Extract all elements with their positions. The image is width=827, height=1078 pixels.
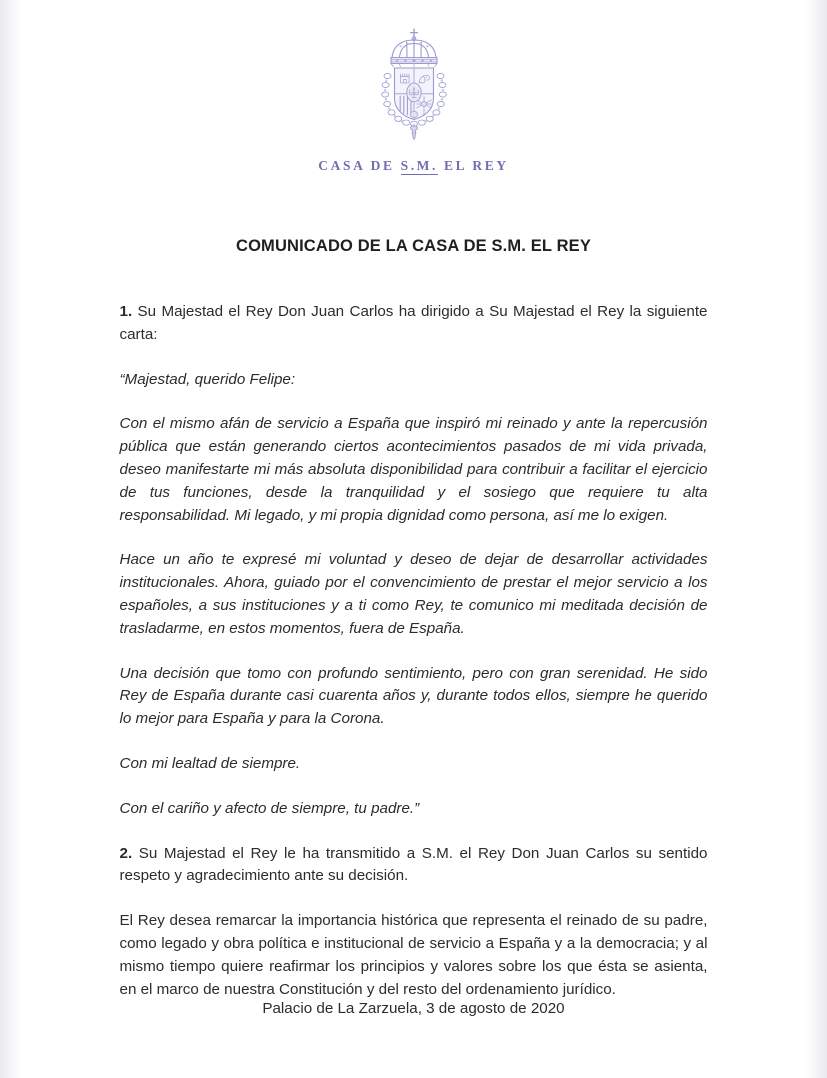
page-title: COMUNICADO DE LA CASA DE S.M. EL REY — [236, 237, 591, 255]
paragraph-number-2: 2. — [119, 844, 133, 862]
paragraph-number-1: 1. — [119, 303, 133, 320]
letterhead-text-el-rey: EL REY — [438, 158, 509, 173]
letterhead-text-sm: S.M. — [400, 158, 438, 173]
letterhead — [22, 0, 805, 174]
page-edge-right — [805, 0, 827, 1078]
spanish-royal-coat-of-arms-icon — [366, 26, 462, 144]
paragraph-letter-body-1: Con el mismo afán de servicio a España que inspiró mi reinado y ante la repercusión pública que están generando ciertos acontecimientos pasados de mi vida privada, deseo manifestarte mi más absoluta disponibilidad para contribuir a facilitar el ejercicio de tus funciones, desde la tranquilidad y el sosiego que requiere tu alta responsabilidad. Mi legado, y mi propia dignidad como persona, así me lo exigen. — [119, 415, 708, 524]
paragraph-letter-close-1: Con mi lealtad de siempre. — [119, 754, 301, 772]
document-body — [120, 301, 708, 1001]
document-sheet — [22, 0, 805, 1078]
paragraph-item-1 — [120, 301, 708, 347]
paragraph-letter-close-2: Con el cariño y afecto de siempre, tu padre.” — [119, 799, 420, 817]
paragraph-item-2 — [120, 843, 708, 889]
paragraph-letter-body-2: Hace un año te expresé mi voluntad y deseo de dejar de desarrollar actividades institucionales. Ahora, guiado por el convencimiento de prestar el mejor servicio a los españoles, a sus instituciones y a ti como Rey, te comunico mi meditada decisión de trasladarme, en estos momentos, fuera de España. — [119, 551, 708, 637]
paragraph-text-item-2: Su Majestad el Rey le ha transmitido a S.M. el Rey Don Juan Carlos su sentido respeto y agradecimiento ante su decisión. — [119, 844, 708, 885]
paragraph-letter-body-3: Una decisión que tomo con profundo sentimiento, pero con gran serenidad. He sido Rey de España durante casi cuarenta años y, durante todos ellos, siempre he querido lo mejor para España y para la Corona. — [119, 664, 708, 728]
paragraph-letter-salutation: “Majestad, querido Felipe: — [119, 370, 296, 388]
letterhead-text-casa-de: CASA DE — [318, 158, 401, 173]
letterhead-title — [22, 158, 805, 174]
document-footer-place-date: Palacio de La Zarzuela, 3 de agosto de 2020 — [262, 1000, 565, 1017]
paragraph-text-item-1: Su Majestad el Rey Don Juan Carlos ha dirigido a Su Majestad el Rey la siguiente carta: — [119, 303, 708, 343]
page-edge-left — [0, 0, 22, 1078]
paragraph-item-2-body: El Rey desea remarcar la importancia histórica que representa el reinado de su padre, como legado y obra política e institucional de servicio a España y a la democracia; y al mismo tiempo quiere reafirmar los principios y valores sobre los que ésta se asienta, en el marco de nuestra Constitución y del resto del ordenamiento jurídico. — [119, 912, 708, 998]
